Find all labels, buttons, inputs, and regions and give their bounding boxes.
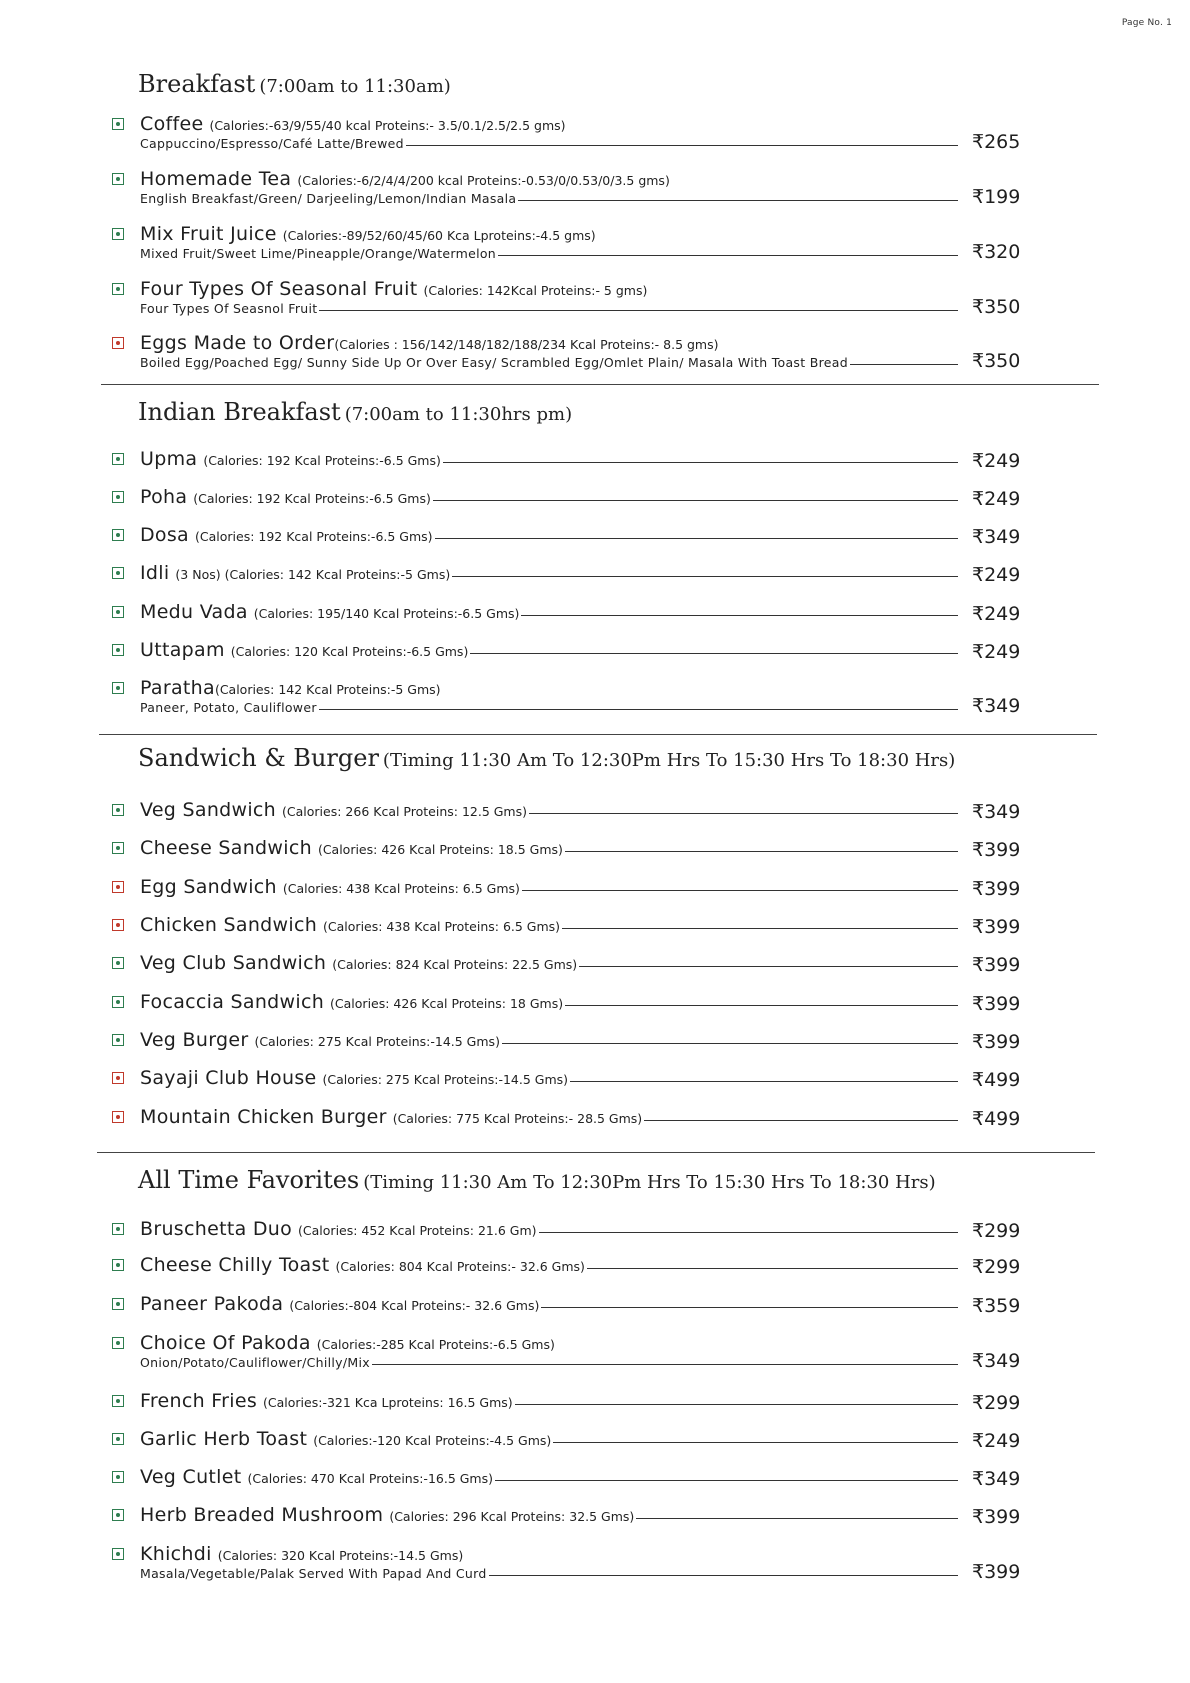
item-nutrition: (Calories: 142Kcal Proteins:- 5 gms) <box>423 283 648 298</box>
item-nutrition: (Calories: 120 Kcal Proteins:-6.5 Gms) <box>230 644 469 659</box>
menu-item <box>112 1256 1068 1296</box>
item-price: ₹249 <box>972 450 1021 472</box>
item-price: ₹399 <box>972 878 1021 900</box>
veg-mark-icon <box>112 682 124 694</box>
menu-item <box>112 801 1068 841</box>
menu-item <box>112 1031 1068 1071</box>
page-number: Page No. 1 <box>1121 18 1172 28</box>
item-name: Medu Vada <box>140 601 248 623</box>
mark-dot <box>116 457 120 461</box>
item-name: Veg Burger <box>140 1029 249 1051</box>
item-name: Bruschetta Duo <box>140 1218 293 1240</box>
mark-dot <box>116 1038 120 1042</box>
veg-mark-icon <box>112 1471 124 1483</box>
veg-mark-icon <box>112 173 124 185</box>
section-name: All Time Favorites <box>138 1166 360 1194</box>
leader-line <box>565 851 958 852</box>
mark-dot <box>116 686 120 690</box>
item-description-line <box>140 246 958 261</box>
item-heading <box>140 837 958 859</box>
item-price: ₹399 <box>972 1031 1021 1053</box>
mark-dot <box>116 1399 120 1403</box>
veg-mark-icon <box>112 842 124 854</box>
mark-dot <box>116 1437 120 1441</box>
item-price: ₹350 <box>972 350 1021 372</box>
item-name: Paratha <box>140 677 215 699</box>
mark-dot <box>116 1302 120 1306</box>
item-name: Coffee <box>140 113 204 135</box>
mark-dot <box>116 610 120 614</box>
item-heading <box>140 524 958 546</box>
item-heading <box>140 448 958 470</box>
menu-item <box>112 280 1068 320</box>
item-description-line <box>140 355 958 370</box>
item-price: ₹499 <box>972 1108 1021 1130</box>
item-name: Poha <box>140 486 188 508</box>
item-name: Mix Fruit Juice <box>140 223 277 245</box>
mark-dot <box>116 1341 120 1345</box>
item-name: Khichdi <box>140 1543 212 1565</box>
item-nutrition: (Calories: 266 Kcal Proteins: 12.5 Gms) <box>282 804 527 819</box>
item-nutrition: (Calories: 438 Kcal Proteins: 6.5 Gms) <box>282 881 520 896</box>
item-price: ₹265 <box>972 131 1021 153</box>
mark-dot <box>116 533 120 537</box>
section-timing: (Timing 11:30 Am To 12:30Pm Hrs To 15:30 Hrs To 18:30 Hrs) <box>382 750 956 771</box>
item-heading <box>140 1218 958 1240</box>
item-nutrition: (Calories: 275 Kcal Proteins:-14.5 Gms) <box>254 1034 500 1049</box>
nonveg-mark-icon <box>112 337 124 349</box>
leader-line <box>489 1575 958 1576</box>
item-name: Paneer Pakoda <box>140 1293 284 1315</box>
item-heading <box>140 1332 958 1354</box>
leader-line <box>498 255 958 256</box>
leader-line <box>644 1120 958 1121</box>
veg-mark-icon <box>112 1509 124 1521</box>
mark-dot <box>116 232 120 236</box>
item-description-line <box>140 700 958 715</box>
menu-item <box>112 839 1068 879</box>
item-price: ₹299 <box>972 1220 1021 1242</box>
nonveg-mark-icon <box>112 919 124 931</box>
item-price: ₹349 <box>972 801 1021 823</box>
leader-line <box>406 145 958 146</box>
leader-line <box>495 1480 958 1481</box>
item-description: Cappuccino/Espresso/Café Latte/Brewed <box>140 136 404 151</box>
item-heading <box>140 1428 958 1450</box>
item-price: ₹349 <box>972 1350 1021 1372</box>
item-nutrition: (Calories:-63/9/55/40 kcal Proteins:- 3.5/0.1/2.5/2.5 gms) <box>209 118 566 133</box>
veg-mark-icon <box>112 491 124 503</box>
veg-mark-icon <box>112 804 124 816</box>
item-name: Dosa <box>140 524 189 546</box>
section-timing: (7:00am to 11:30am) <box>259 76 451 97</box>
item-heading <box>140 332 958 354</box>
item-heading <box>140 1466 958 1488</box>
mark-dot <box>116 648 120 652</box>
mark-dot <box>116 961 120 965</box>
item-nutrition: (Calories: 438 Kcal Proteins: 6.5 Gms) <box>323 919 561 934</box>
item-nutrition: (Calories: 320 Kcal Proteins:-14.5 Gms) <box>217 1548 464 1563</box>
menu-item <box>112 603 1068 643</box>
item-name: Veg Sandwich <box>140 799 277 821</box>
item-price: ₹399 <box>972 954 1021 976</box>
item-nutrition: (Calories:-321 Kca Lproteins: 16.5 Gms) <box>263 1395 513 1410</box>
item-heading <box>140 991 958 1013</box>
veg-mark-icon <box>112 529 124 541</box>
leader-line <box>470 653 958 654</box>
item-name: Idli <box>140 562 170 584</box>
item-name: French Fries <box>140 1390 258 1412</box>
leader-line <box>636 1518 958 1519</box>
veg-mark-icon <box>112 644 124 656</box>
nonveg-mark-icon <box>112 1111 124 1123</box>
leader-line <box>515 1404 958 1405</box>
item-name: Veg Cutlet <box>140 1466 242 1488</box>
item-description-line <box>140 191 958 206</box>
veg-mark-icon <box>112 1259 124 1271</box>
menu-item <box>112 526 1068 566</box>
menu-item <box>112 679 1068 719</box>
item-name: Cheese Chilly Toast <box>140 1254 330 1276</box>
item-heading <box>140 1106 958 1128</box>
item-heading <box>140 1067 958 1089</box>
leader-line <box>433 500 958 501</box>
item-description: English Breakfast/Green/ Darjeeling/Lemon/Indian Masala <box>140 191 517 206</box>
item-name: Mountain Chicken Burger <box>140 1106 387 1128</box>
item-heading <box>140 1029 958 1051</box>
item-nutrition: (Calories: 275 Kcal Proteins:-14.5 Gms) <box>322 1072 569 1087</box>
section-timing: (7:00am to 11:30hrs pm) <box>344 404 573 425</box>
mark-dot <box>116 1475 120 1479</box>
menu-item <box>112 334 1068 374</box>
item-price: ₹349 <box>972 526 1021 548</box>
veg-mark-icon <box>112 1034 124 1046</box>
item-name: Upma <box>140 448 198 470</box>
item-nutrition: (Calories: 296 Kcal Proteins: 32.5 Gms) <box>389 1509 635 1524</box>
veg-mark-icon <box>112 1337 124 1349</box>
menu-item <box>112 115 1068 155</box>
item-price: ₹499 <box>972 1069 1021 1091</box>
mark-dot <box>116 177 120 181</box>
item-description: Paneer, Potato, Cauliflower <box>140 700 317 715</box>
menu-item <box>112 954 1068 994</box>
mark-dot <box>116 923 120 927</box>
item-price: ₹349 <box>972 695 1021 717</box>
leader-line <box>541 1307 958 1308</box>
mark-dot <box>116 808 120 812</box>
mark-dot <box>116 1115 120 1119</box>
item-name: Homemade Tea <box>140 168 292 190</box>
item-nutrition: (Calories : 156/142/148/182/188/234 Kcal Proteins:- 8.5 gms) <box>334 337 719 352</box>
item-price: ₹299 <box>972 1392 1021 1414</box>
section-title <box>138 70 451 98</box>
veg-mark-icon <box>112 1298 124 1310</box>
item-nutrition: (Calories: 192 Kcal Proteins:-6.5 Gms) <box>193 491 431 506</box>
item-nutrition: (Calories: 195/140 Kcal Proteins:-6.5 Gms) <box>253 606 520 621</box>
item-heading <box>140 1390 958 1412</box>
item-heading <box>140 1254 958 1276</box>
leader-line <box>562 928 958 929</box>
item-price: ₹399 <box>972 839 1021 861</box>
mark-dot <box>116 1513 120 1517</box>
section-name: Indian Breakfast <box>138 398 341 426</box>
leader-line <box>521 615 958 616</box>
item-heading <box>140 1543 958 1565</box>
mark-dot <box>116 1263 120 1267</box>
leader-line <box>850 364 958 365</box>
leader-line <box>587 1268 958 1269</box>
mark-dot <box>116 495 120 499</box>
item-price: ₹399 <box>972 993 1021 1015</box>
menu-item <box>112 564 1068 604</box>
item-price: ₹399 <box>972 1561 1021 1583</box>
leader-line <box>529 813 958 814</box>
item-name: Focaccia Sandwich <box>140 991 325 1013</box>
item-price: ₹349 <box>972 1468 1021 1490</box>
veg-mark-icon <box>112 606 124 618</box>
item-heading <box>140 952 958 974</box>
item-nutrition: (Calories:-285 Kcal Proteins:-6.5 Gms) <box>316 1337 555 1352</box>
leader-line <box>319 709 958 710</box>
veg-mark-icon <box>112 567 124 579</box>
item-name: Four Types Of Seasonal Fruit <box>140 278 418 300</box>
leader-line <box>435 538 958 539</box>
item-heading <box>140 223 958 245</box>
leader-line <box>570 1081 958 1082</box>
item-heading <box>140 677 958 699</box>
item-name: Herb Breaded Mushroom <box>140 1504 384 1526</box>
item-description-line <box>140 1355 958 1370</box>
menu-item <box>112 1545 1068 1585</box>
leader-line <box>518 200 958 201</box>
section-name: Sandwich & Burger <box>138 744 379 772</box>
item-name: Uttapam <box>140 639 225 661</box>
item-heading <box>140 486 958 508</box>
menu-item <box>112 916 1068 956</box>
leader-line <box>443 462 958 463</box>
item-name: Garlic Herb Toast <box>140 1428 308 1450</box>
mark-dot <box>116 1076 120 1080</box>
menu-item <box>112 1430 1068 1470</box>
mark-dot <box>116 885 120 889</box>
veg-mark-icon <box>112 957 124 969</box>
item-nutrition: (Calories: 192 Kcal Proteins:-6.5 Gms) <box>203 453 441 468</box>
item-nutrition: (Calories: 142 Kcal Proteins:-5 Gms) <box>214 682 441 697</box>
item-name: Egg Sandwich <box>140 876 277 898</box>
section-divider <box>101 384 1099 385</box>
section-title <box>138 1166 936 1194</box>
item-heading <box>140 799 958 821</box>
menu-item <box>112 170 1068 210</box>
menu-item <box>112 1468 1068 1508</box>
item-nutrition: (Calories: 192 Kcal Proteins:-6.5 Gms) <box>195 529 433 544</box>
item-price: ₹249 <box>972 488 1021 510</box>
veg-mark-icon <box>112 228 124 240</box>
mark-dot <box>116 1552 120 1556</box>
item-price: ₹249 <box>972 641 1021 663</box>
veg-mark-icon <box>112 283 124 295</box>
item-heading <box>140 601 958 623</box>
item-heading <box>140 1293 958 1315</box>
menu-item <box>112 1295 1068 1335</box>
item-name: Chicken Sandwich <box>140 914 318 936</box>
item-price: ₹249 <box>972 1430 1021 1452</box>
mark-dot <box>116 1227 120 1231</box>
veg-mark-icon <box>112 1433 124 1445</box>
item-description-line <box>140 301 958 316</box>
item-price: ₹320 <box>972 241 1021 263</box>
nonveg-mark-icon <box>112 881 124 893</box>
item-name: Cheese Sandwich <box>140 837 312 859</box>
mark-dot <box>116 122 120 126</box>
item-heading <box>140 639 958 661</box>
section-timing: (Timing 11:30 Am To 12:30Pm Hrs To 15:30 Hrs To 18:30 Hrs) <box>363 1172 936 1193</box>
item-nutrition: (Calories: 824 Kcal Proteins: 22.5 Gms) <box>332 957 578 972</box>
mark-dot <box>116 287 120 291</box>
mark-dot <box>116 341 120 345</box>
item-heading <box>140 914 958 936</box>
item-nutrition: (Calories: 775 Kcal Proteins:- 28.5 Gms) <box>392 1111 643 1126</box>
leader-line <box>319 310 958 311</box>
item-nutrition: (Calories: 426 Kcal Proteins: 18.5 Gms) <box>317 842 563 857</box>
menu-item <box>112 878 1068 918</box>
item-nutrition: (Calories: 470 Kcal Proteins:-16.5 Gms) <box>247 1471 494 1486</box>
section-title <box>138 744 955 772</box>
item-nutrition: (Calories:-89/52/60/45/60 Kca Lproteins:-4.5 gms) <box>282 228 596 243</box>
veg-mark-icon <box>112 1223 124 1235</box>
leader-line <box>452 576 958 577</box>
item-name: Choice Of Pakoda <box>140 1332 311 1354</box>
leader-line <box>372 1364 958 1365</box>
item-heading <box>140 278 958 300</box>
item-name: Sayaji Club House <box>140 1067 317 1089</box>
mark-dot <box>116 846 120 850</box>
item-nutrition: (Calories: 452 Kcal Proteins: 21.6 Gm) <box>298 1223 537 1238</box>
menu-item <box>112 641 1068 681</box>
leader-line <box>565 1005 958 1006</box>
menu-item <box>112 1108 1068 1148</box>
item-heading <box>140 876 958 898</box>
item-price: ₹399 <box>972 916 1021 938</box>
item-description: Four Types Of Seasnol Fruit <box>140 301 318 316</box>
leader-line <box>539 1232 959 1233</box>
item-nutrition: (Calories:-6/2/4/4/200 kcal Proteins:-0.53/0/0.53/0/3.5 gms) <box>297 173 670 188</box>
menu-item <box>112 993 1068 1033</box>
item-name: Eggs Made to Order <box>140 332 335 354</box>
leader-line <box>553 1442 958 1443</box>
nonveg-mark-icon <box>112 1072 124 1084</box>
veg-mark-icon <box>112 996 124 1008</box>
item-name: Veg Club Sandwich <box>140 952 327 974</box>
menu-item <box>112 1069 1068 1109</box>
item-nutrition: (Calories: 426 Kcal Proteins: 18 Gms) <box>330 996 564 1011</box>
item-price: ₹249 <box>972 564 1021 586</box>
item-price: ₹399 <box>972 1506 1021 1528</box>
leader-line <box>522 890 958 891</box>
mark-dot <box>116 1000 120 1004</box>
item-price: ₹249 <box>972 603 1021 625</box>
veg-mark-icon <box>112 118 124 130</box>
veg-mark-icon <box>112 1395 124 1407</box>
item-price: ₹350 <box>972 296 1021 318</box>
section-divider <box>97 1152 1095 1153</box>
item-description: Mixed Fruit/Sweet Lime/Pineapple/Orange/Watermelon <box>140 246 497 261</box>
leader-line <box>579 966 958 967</box>
item-heading <box>140 1504 958 1526</box>
menu-item <box>112 488 1068 528</box>
veg-mark-icon <box>112 1548 124 1560</box>
menu-item <box>112 1506 1068 1546</box>
item-price: ₹359 <box>972 1295 1021 1317</box>
section-name: Breakfast <box>138 70 256 98</box>
menu-item <box>112 1392 1068 1432</box>
item-description-line <box>140 136 958 151</box>
item-heading <box>140 562 958 584</box>
menu-item <box>112 450 1068 490</box>
section-divider <box>99 734 1097 735</box>
item-description: Onion/Potato/Cauliflower/Chilly/Mix <box>140 1355 370 1370</box>
item-price: ₹199 <box>972 186 1021 208</box>
veg-mark-icon <box>112 453 124 465</box>
menu-item <box>112 225 1068 265</box>
item-nutrition: (Calories:-120 Kcal Proteins:-4.5 Gms) <box>313 1433 552 1448</box>
menu-item <box>112 1334 1068 1374</box>
item-description: Masala/Vegetable/Palak Served With Papad And Curd <box>140 1566 487 1581</box>
item-heading <box>140 113 958 135</box>
item-nutrition: (Calories: 804 Kcal Proteins:- 32.6 Gms) <box>335 1259 585 1274</box>
item-description: Boiled Egg/Poached Egg/ Sunny Side Up Or Over Easy/ Scrambled Egg/Omlet Plain/ Masala With Toast Bread <box>140 355 848 370</box>
item-price: ₹299 <box>972 1256 1021 1278</box>
section-title <box>138 398 572 426</box>
item-heading <box>140 168 958 190</box>
item-nutrition: (Calories:-804 Kcal Proteins:- 32.6 Gms) <box>289 1298 540 1313</box>
leader-line <box>502 1043 958 1044</box>
mark-dot <box>116 571 120 575</box>
item-description-line <box>140 1566 958 1581</box>
item-nutrition: (3 Nos) (Calories: 142 Kcal Proteins:-5 Gms) <box>175 567 451 582</box>
